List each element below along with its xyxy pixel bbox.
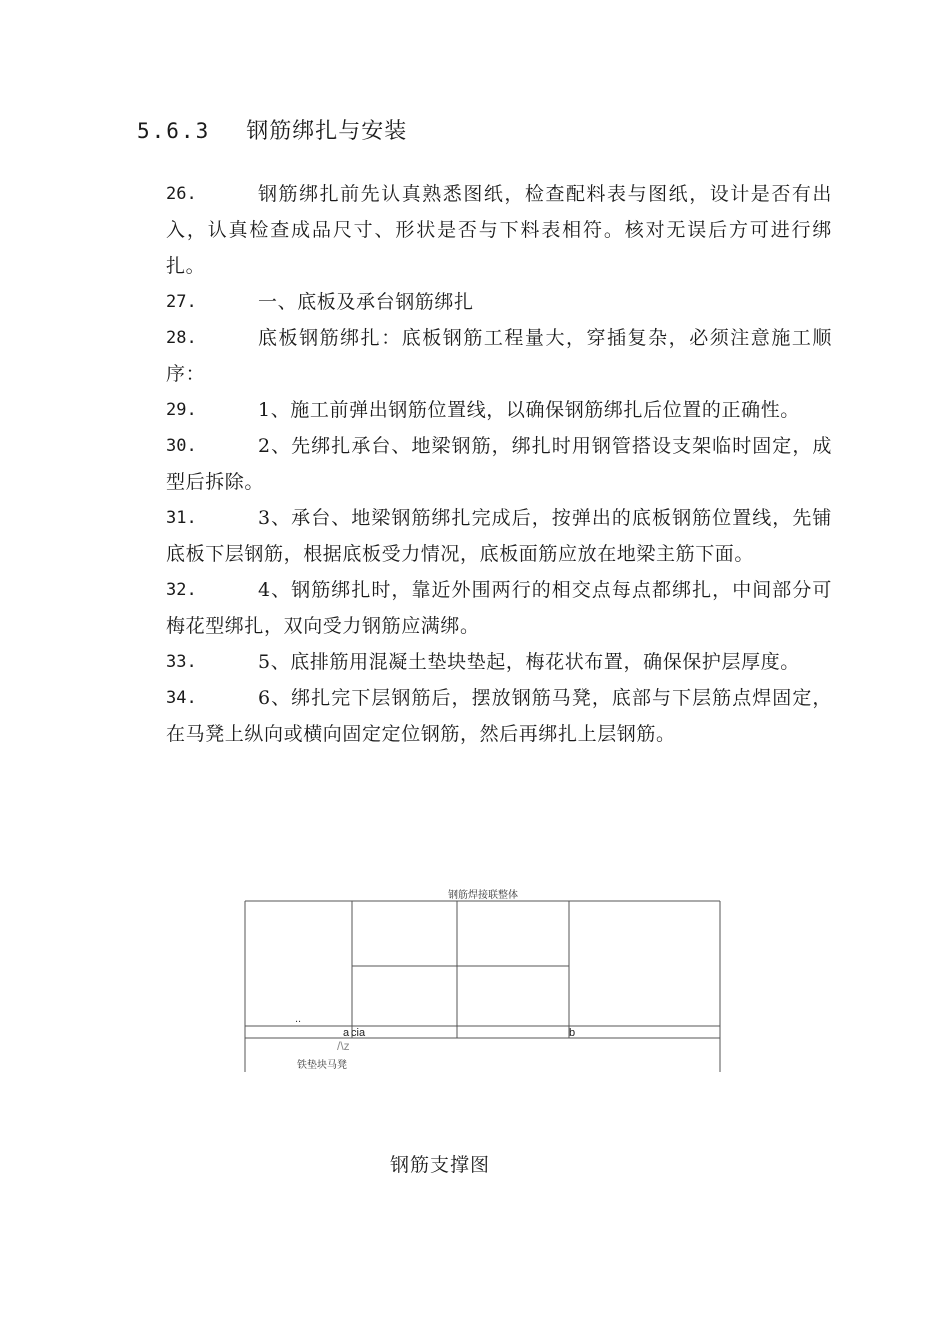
paragraph-34: [166, 680, 832, 752]
paragraph-number: 31.: [166, 508, 197, 528]
paragraph-text: 底板钢筋绑扎：底板钢筋工程量大，穿插复杂，必须注意施工顺序：: [166, 327, 832, 385]
paragraph-number: 33.: [166, 652, 197, 672]
paragraph-32: [166, 572, 832, 644]
paragraph-number: 30.: [166, 436, 197, 456]
paragraph-text: 6、绑扎完下层钢筋后，摆放钢筋马凳，底部与下层筋点焊固定，在马凳上纵向或横向固定定位钢筋，然后再绑扎上层钢筋。: [166, 687, 832, 745]
paragraph-text: 1、施工前弹出钢筋位置线，以确保钢筋绑扎后位置的正确性。: [258, 399, 800, 421]
figure-top-label: 钢筋焊接联整体: [448, 890, 518, 901]
paragraph-31: [166, 500, 832, 572]
figure-label-a: a: [343, 1027, 350, 1039]
paragraph-text: 5、底排筋用混凝土垫块垫起，梅花状布置，确保保护层厚度。: [258, 651, 800, 673]
section-title: 钢筋绑扎与安装: [246, 119, 408, 144]
figure-caption: 钢筋支撑图: [390, 1154, 491, 1176]
section-number: 5.6.3: [137, 119, 211, 143]
paragraph-number: 34.: [166, 688, 197, 708]
section-heading: [137, 114, 407, 145]
figure-bottom-label: 铁垫块马凳: [297, 1060, 347, 1071]
body-text: [166, 176, 832, 752]
paragraph-text: 一、底板及承台钢筋绑扎: [258, 291, 474, 313]
paragraph-28: [166, 320, 832, 392]
paragraph-26: [166, 176, 832, 284]
figure-squiggle: /\z: [337, 1039, 350, 1053]
paragraph-29: [166, 392, 832, 428]
paragraph-text: 3、承台、地梁钢筋绑扎完成后，按弹出的底板钢筋位置线，先铺底板下层钢筋，根据底板受力情况，底板面筋应放在地梁主筋下面。: [166, 507, 832, 565]
paragraph-30: [166, 428, 832, 500]
figure-label-cia: cia: [351, 1027, 366, 1039]
paragraph-text: 钢筋绑扎前先认真熟悉图纸，检查配料表与图纸，设计是否有出入，认真检查成品尺寸、形状是否与下料表相符。核对无误后方可进行绑扎。: [166, 183, 832, 277]
paragraph-number: 28.: [166, 328, 197, 348]
paragraph-number: 32.: [166, 580, 197, 600]
paragraph-number: 27.: [166, 292, 197, 312]
paragraph-text: 4、钢筋绑扎时，靠近外围两行的相交点每点都绑扎，中间部分可梅花型绑扎，双向受力钢筋应满绑。: [166, 579, 832, 637]
figure-label-b: b: [569, 1027, 576, 1039]
paragraph-27: [166, 284, 832, 320]
figure-dots: ..: [295, 1013, 302, 1025]
paragraph-text: 2、先绑扎承台、地梁钢筋，绑扎时用钢管搭设支架临时固定，成型后拆除。: [166, 435, 832, 493]
paragraph-number: 29.: [166, 400, 197, 420]
paragraph-number: 26.: [166, 184, 197, 204]
paragraph-33: [166, 644, 832, 680]
